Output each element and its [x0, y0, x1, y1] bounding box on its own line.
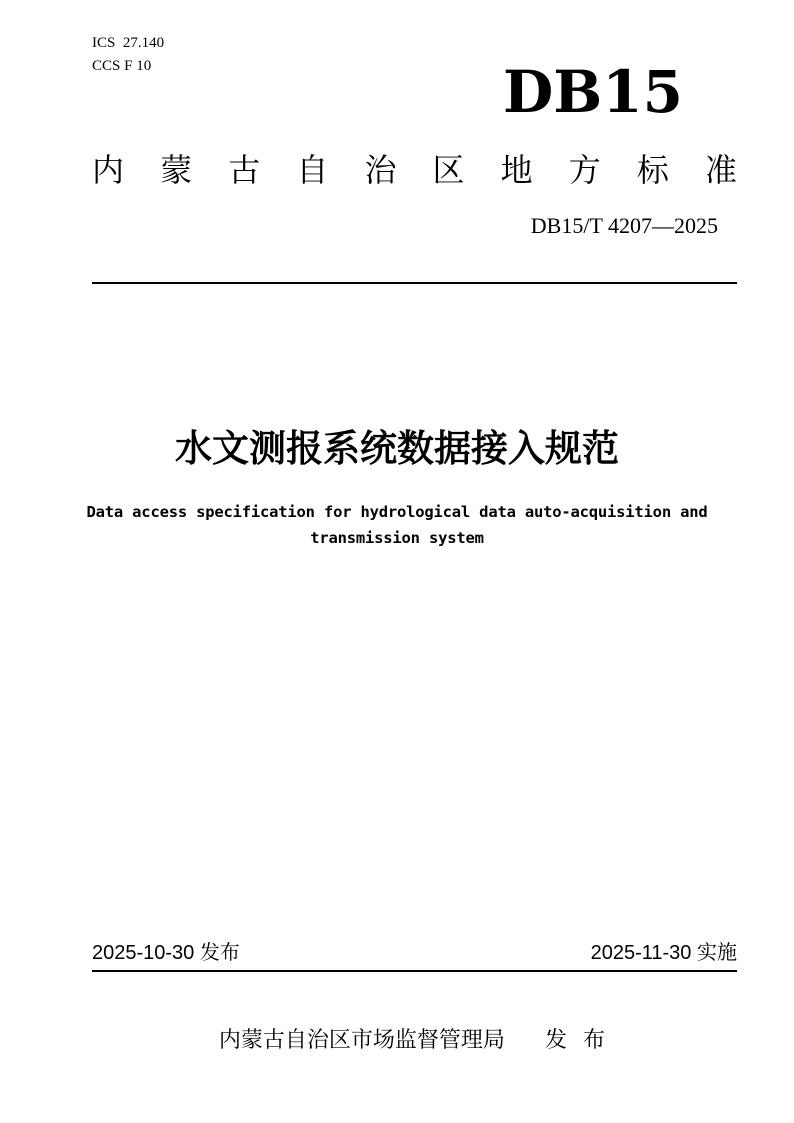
document-title-en: [30, 499, 764, 551]
publisher-name: 内蒙古自治区市场监督管理局: [218, 1027, 505, 1052]
ics-code: ICS 27.140: [92, 35, 165, 51]
header-rule: [92, 282, 737, 284]
issue-label: 发 布: [544, 1027, 611, 1052]
document-title-en-line2: transmission system: [310, 529, 484, 547]
dates-row: [92, 940, 737, 966]
db15-logo: DB15: [502, 58, 683, 126]
standard-type-title: 内蒙古自治区地方标准: [92, 152, 737, 188]
implementation-date: 2025-11-30 实施: [590, 942, 737, 964]
ccs-code: CCS F 10: [92, 58, 152, 74]
publisher-row: [92, 1026, 737, 1054]
document-title-cn: 水文测报系统数据接入规范: [175, 428, 619, 469]
footer-rule: [92, 970, 737, 972]
document-title-en-line1: Data access specification for hydrological data auto-acquisition and: [86, 503, 708, 521]
standard-number: DB15/T 4207—2025: [530, 213, 718, 238]
issue-date: 2025-10-30 发布: [92, 942, 240, 964]
